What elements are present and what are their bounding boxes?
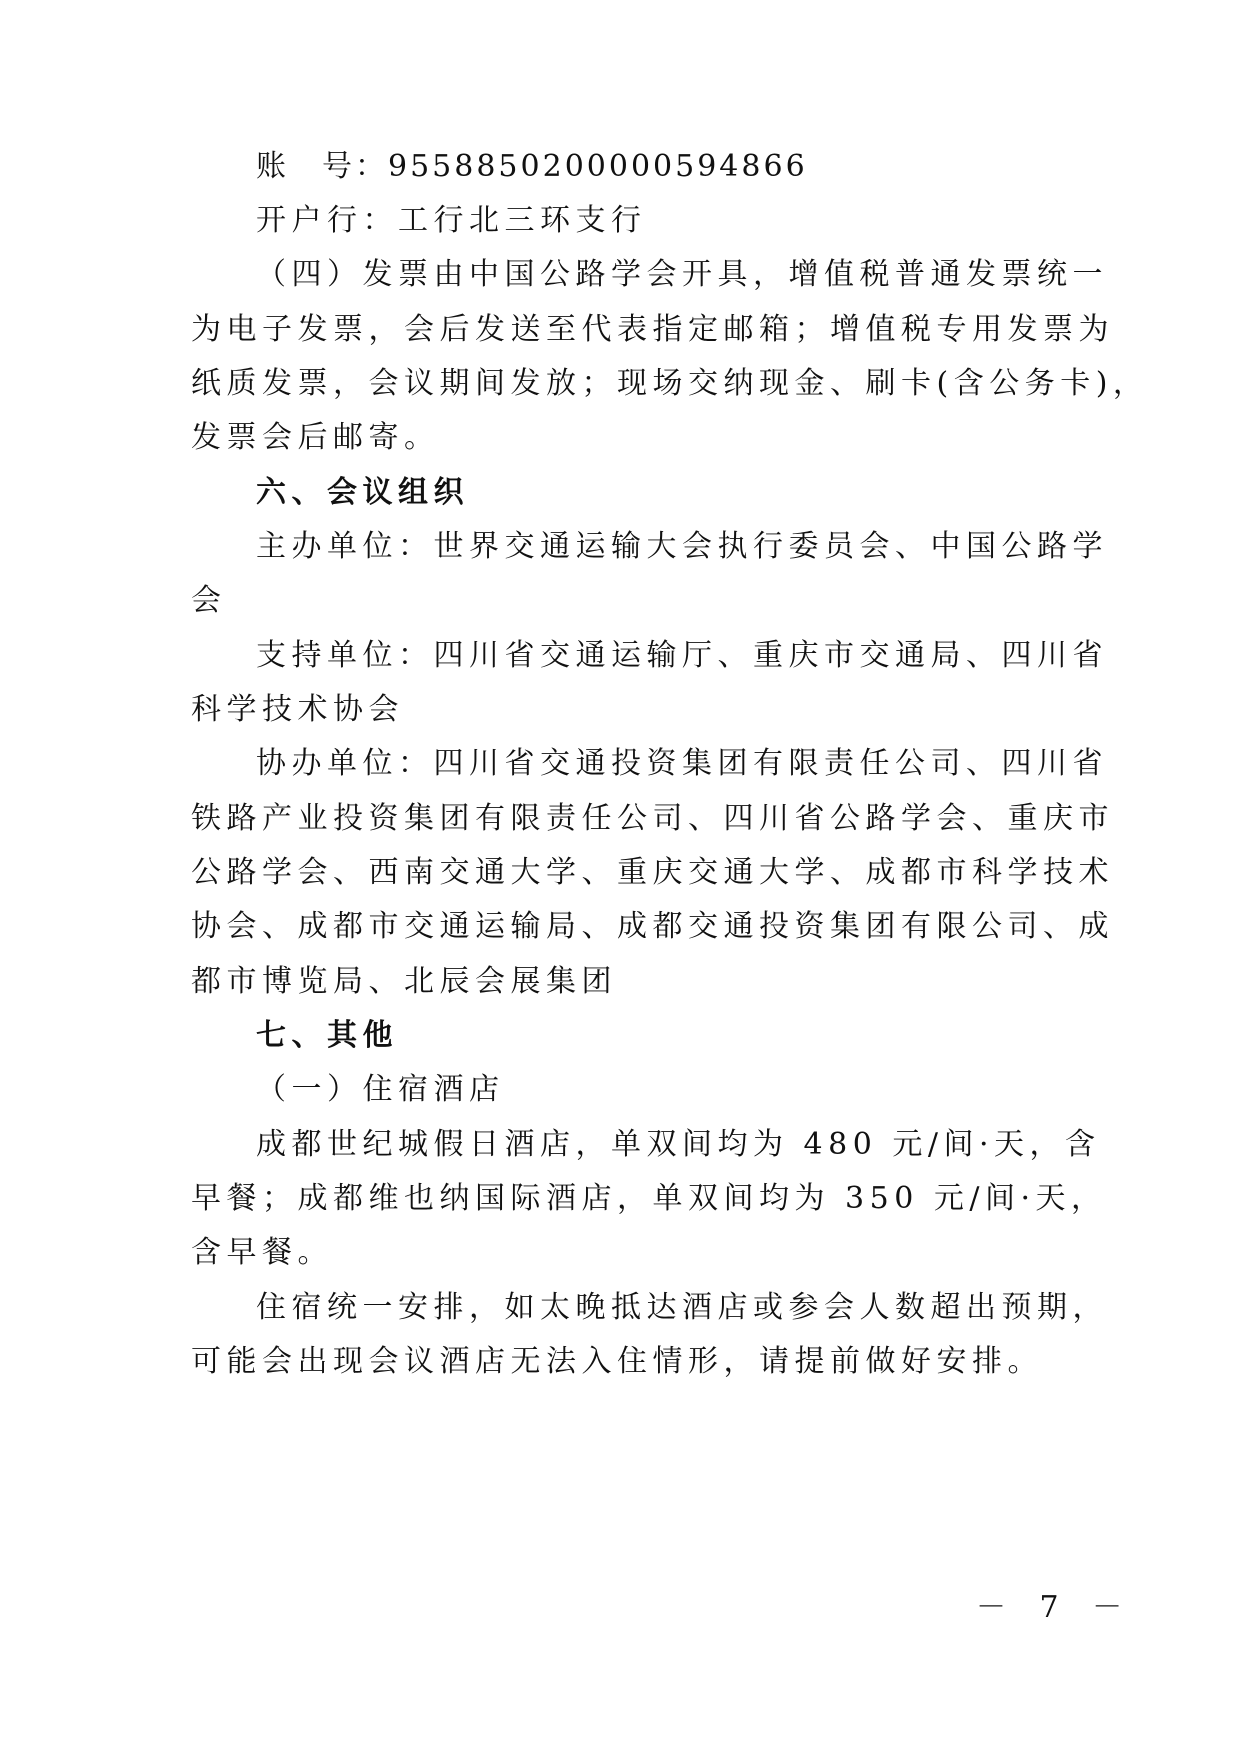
invoice-line-2: 为电子发票，会后发送至代表指定邮箱；增值税专用发票为 xyxy=(191,312,1114,347)
co-organizer-line-3: 公路学会、西南交通大学、重庆交通大学、成都市科学技术 xyxy=(191,855,1114,890)
invoice-line-3: 纸质发票，会议期间发放；现场交纳现金、刷卡(含公务卡)， xyxy=(191,366,1149,401)
invoice-line-1: （四）发票由中国公路学会开具，增值税普通发票统一 xyxy=(256,257,1108,292)
section-heading-other: 七、其他 xyxy=(256,1018,398,1053)
support-line-2: 科学技术协会 xyxy=(191,692,404,727)
invoice-line-4: 发票会后邮寄。 xyxy=(191,420,440,455)
bank-line: 开户行：工行北三环支行 xyxy=(256,203,647,238)
page-number: － 7 － xyxy=(976,1590,1135,1625)
co-organizer-line-1: 协办单位：四川省交通投资集团有限责任公司、四川省 xyxy=(256,746,1108,781)
host-line-1: 主办单位：世界交通运输大会执行委员会、中国公路学 xyxy=(256,529,1108,564)
support-line-1: 支持单位：四川省交通运输厅、重庆市交通局、四川省 xyxy=(256,638,1108,673)
host-line-2: 会 xyxy=(191,583,227,618)
co-organizer-line-5: 都市博览局、北辰会展集团 xyxy=(191,964,617,999)
lodging-note-line-1: 住宿统一安排，如太晚抵达酒店或参会人数超出预期， xyxy=(256,1290,1108,1325)
co-organizer-line-2: 铁路产业投资集团有限责任公司、四川省公路学会、重庆市 xyxy=(191,801,1114,836)
lodging-note-line-2: 可能会出现会议酒店无法入住情形，请提前做好安排。 xyxy=(191,1344,1043,1379)
co-organizer-line-4: 协会、成都市交通运输局、成都交通投资集团有限公司、成 xyxy=(191,909,1114,944)
hotel-line-1: 成都世纪城假日酒店，单双间均为 480 元/间·天，含 xyxy=(256,1127,1101,1162)
section-heading-organization: 六、会议组织 xyxy=(256,475,469,510)
hotel-line-2: 早餐；成都维也纳国际酒店，单双间均为 350 元/间·天， xyxy=(191,1181,1107,1216)
hotel-line-3: 含早餐。 xyxy=(191,1235,333,1270)
account-line: 账 号：9558850200000594866 xyxy=(256,149,808,184)
subheading-hotels: （一）住宿酒店 xyxy=(256,1072,505,1107)
